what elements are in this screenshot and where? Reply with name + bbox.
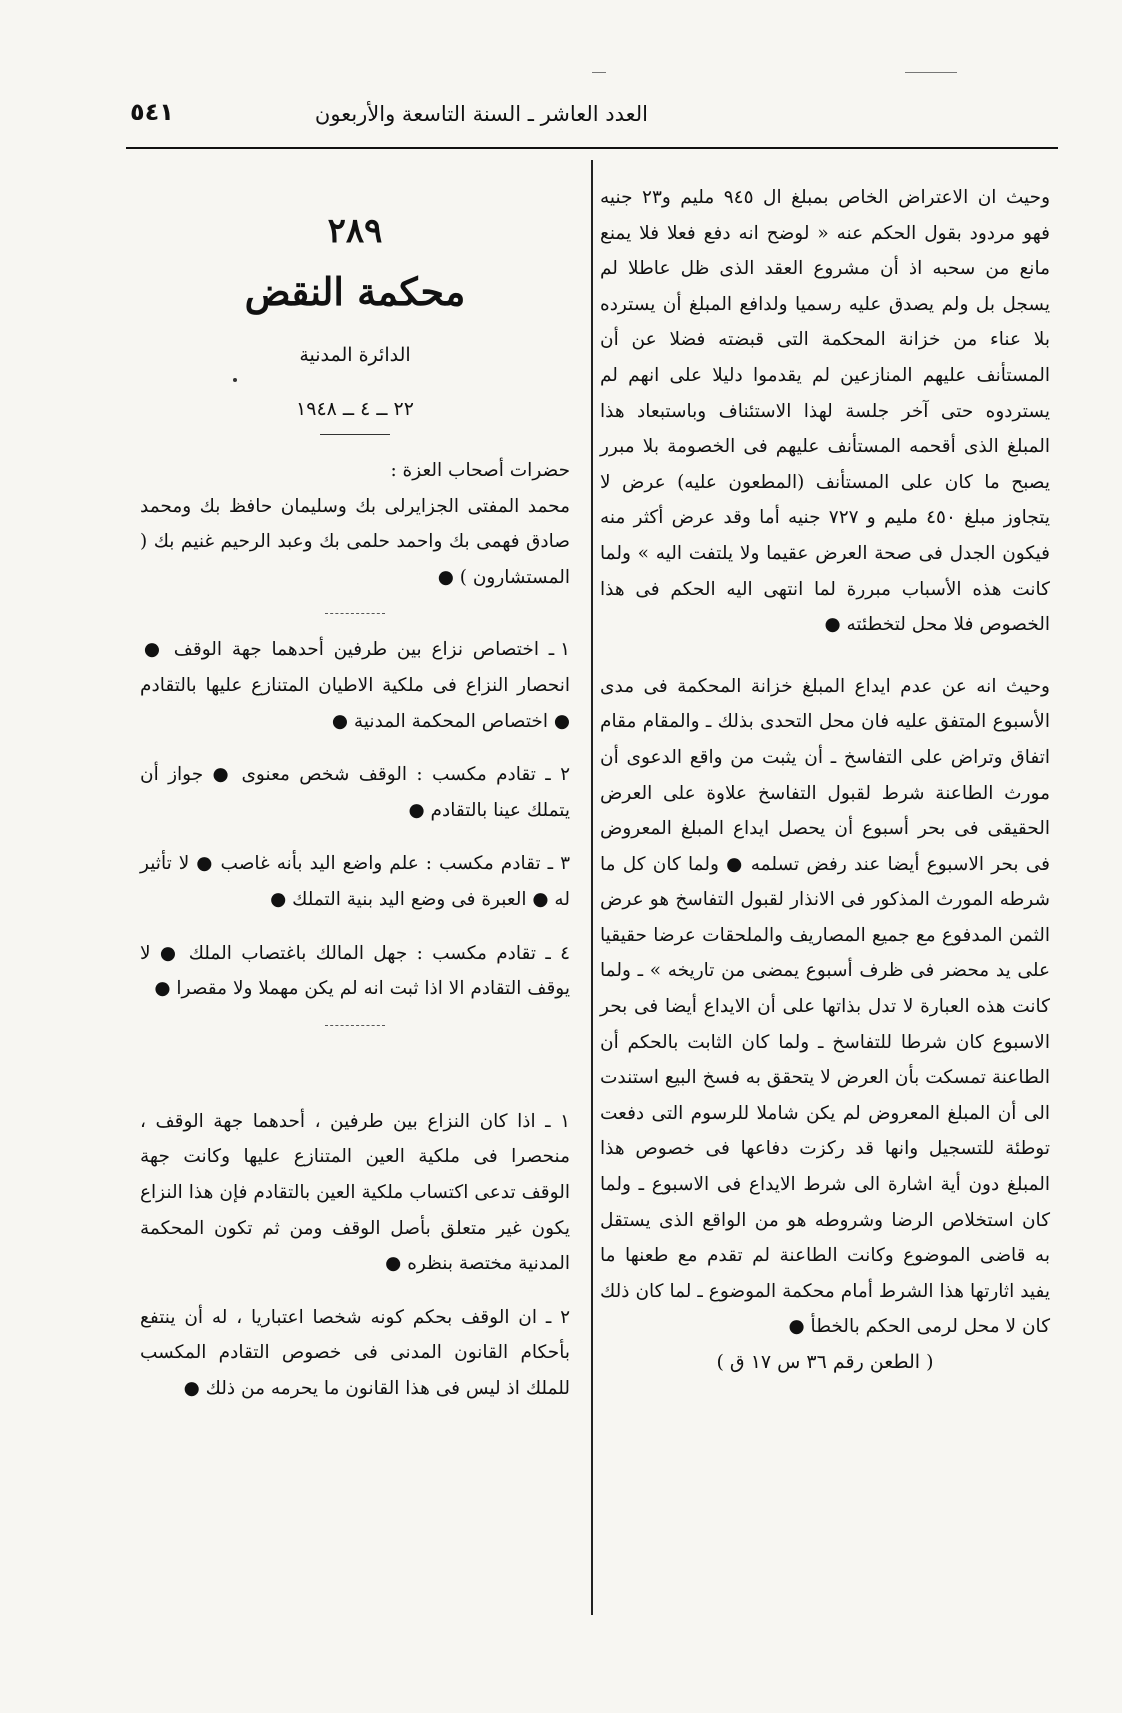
headnote: ٣ ـ تقادم مكسب : علم واضع اليد بأنه غاصب ● لا تأثير له ● العبرة فى وضع اليد بنية التملك ● xyxy=(140,853,570,910)
legal-principle: ١ ـ اذا كان النزاع بين طرفين ، أحدهما جهة الوقف ، منحصرا فى ملكية العين المتنازع عليها وكانت جهة الوقف تدعى اكتساب ملكية العين بالتقادم فإن هذا النزاع يكون غير متعلق بأصل الوقف ومن ثم تكون المحكمة المدنية مختصة بنظره ● xyxy=(140,1110,570,1275)
running-title: العدد العاشر ـ السنة التاسعة والأربعون xyxy=(314,102,648,126)
separator xyxy=(320,434,390,435)
case-number: ٢٨٩ xyxy=(327,211,383,251)
scan-mark xyxy=(905,72,957,73)
attendance-intro: حضرات أصحاب العزة : xyxy=(390,460,570,481)
legal-principle: ٢ ـ ان الوقف بحكم كونه شخصا اعتباريا ، له أن ينتفع بأحكام القانون المدنى فى خصوص التقادم المكسب للملك اذ ليس فى هذا القانون ما يحرمه من ذلك ● xyxy=(140,1306,570,1399)
circuit-name: الدائرة المدنية xyxy=(299,344,411,366)
case-date: ٢٢ ــ ٤ ــ ١٩٤٨ xyxy=(296,398,414,420)
right-column xyxy=(600,180,1050,1381)
scan-speck xyxy=(233,378,237,382)
page-header xyxy=(126,96,1058,140)
headnote: ١ ـ اختصاص نزاع بين طرفين أحدهما جهة الوقف ● انحصار النزاع فى ملكية الاطيان المتنازع عليها بالتقادم ● اختصاص المحكمة المدنية ● xyxy=(140,639,570,732)
headnote: ٤ ـ تقادم مكسب : جهل المالك باغتصاب الملك ● لا يوقف التقادم الا اذا ثبت انه لم يكن مهملا ولا مقصرا ● xyxy=(140,942,570,1000)
header-rule xyxy=(126,147,1058,149)
left-column xyxy=(140,200,570,1406)
column-divider xyxy=(591,160,593,1615)
judges-list: محمد المفتى الجزايرلى بك وسليمان حافظ بك ومحمد صادق فهمى بك واحمد حلمى بك وعبد الرحيم غنيم بك ( المستشارون ) ● xyxy=(140,495,570,588)
case-citation: ( الطعن رقم ٣٦ س ١٧ ق ) xyxy=(716,1351,934,1373)
headnote: ٢ ـ تقادم مكسب : الوقف شخص معنوى ● جواز أن يتملك عينا بالتقادم ● xyxy=(140,764,570,821)
separator xyxy=(325,613,385,614)
separator xyxy=(325,1025,385,1026)
judgment-paragraph: وحيث انه عن عدم ايداع المبلغ خزانة المحكمة فى مدى الأسبوع المتفق عليه فان محل التحدى بذلك ـ والمقام مقام اتفاق وتراض على التفاسخ ـ أن يثبت من واقع الدعوى أن مورث الطاعنة شرط لقبول التفاسخ علاوة على العرض الحقيقى فى بحر أسبوع أن يحصل ايداع المبلغ المعروض فى بحر الاسبوع أيضا عند رفض تسلمه ● ولما كان كل ما شرطه المورث المذكور فى الانذار لقبول التفاسخ هو عرض الثمن المدفوع مع جميع المصاريف والملحقات عرضا حقيقيا على يد محضر فى ظرف أسبوع يمضى من تاريخه » ـ ولما كانت هذه العبارة لا تدل بذاتها على أن الايداع أيضا فى بحر الاسبوع كان شرطا للتفاسخ ـ ولما كان الثابت بالحكم أن الطاعنة تمسكت بأن العرض لا يتحقق به فسخ البيع استندت الى أن المبلغ المعروض لم يكن شاملا للرسوم التى دفعت توطئة للتسجيل وانها قد ركزت دفاعها فى خصوص هذا المبلغ دون أية اشارة الى شرط الايداع فى الاسبوع ـ ولما كان استخلاص الرضا وشروطه هو من الواقع الذى يستقل به قاضى الموضوع وكانت الطاعنة لم تقدم مع طعنها ما يفيد اثارتها هذا الشرط أمام محكمة الموضوع ـ لما كان ذلك كان لا محل لرمى الحكم بالخطأ ● xyxy=(600,675,1050,1338)
court-name: محكمة النقض xyxy=(244,269,466,314)
scan-mark xyxy=(592,72,606,73)
page-number: ٥٤١ xyxy=(130,98,174,126)
judgment-paragraph: وحيث ان الاعتراض الخاص بمبلغ ال ٩٤٥ مليم و٢٣ جنيه فهو مردود بقول الحكم عنه « لوضح انه دفع فعلا فلا يمنع مانع من سحبه اذ أن مشروع العقد الذى ظل عاطلا لم يسجل بل ولم يصدق عليه رسميا ولدافع المبلغ أن يسترده بلا عناء من خزانة المحكمة التى قبضته فضلا عن أن المستأنف عليهم المنازعين لم يقدموا دليلا على انهم لم يستردوه حتى آخر جلسة لهذا الاستئناف وباستبعاد هذا المبلغ الذى أقحمه المستأنف عليهم فى الخصومة بلا مبرر يصبح ما كان على المستأنف (المطعون عليه) عرض لا يتجاوز مبلغ ٤٥٠ مليم و ٧٢٧ جنيه أما وقد عرض أكثر منه فيكون الجدل فى صحة العرض عقيما ولا يلتفت اليه » ولما كانت هذه الأسباب مبررة لما انتهى اليه الحكم فى هذا الخصوص فلا محل لتخطئته ● xyxy=(600,187,1051,636)
